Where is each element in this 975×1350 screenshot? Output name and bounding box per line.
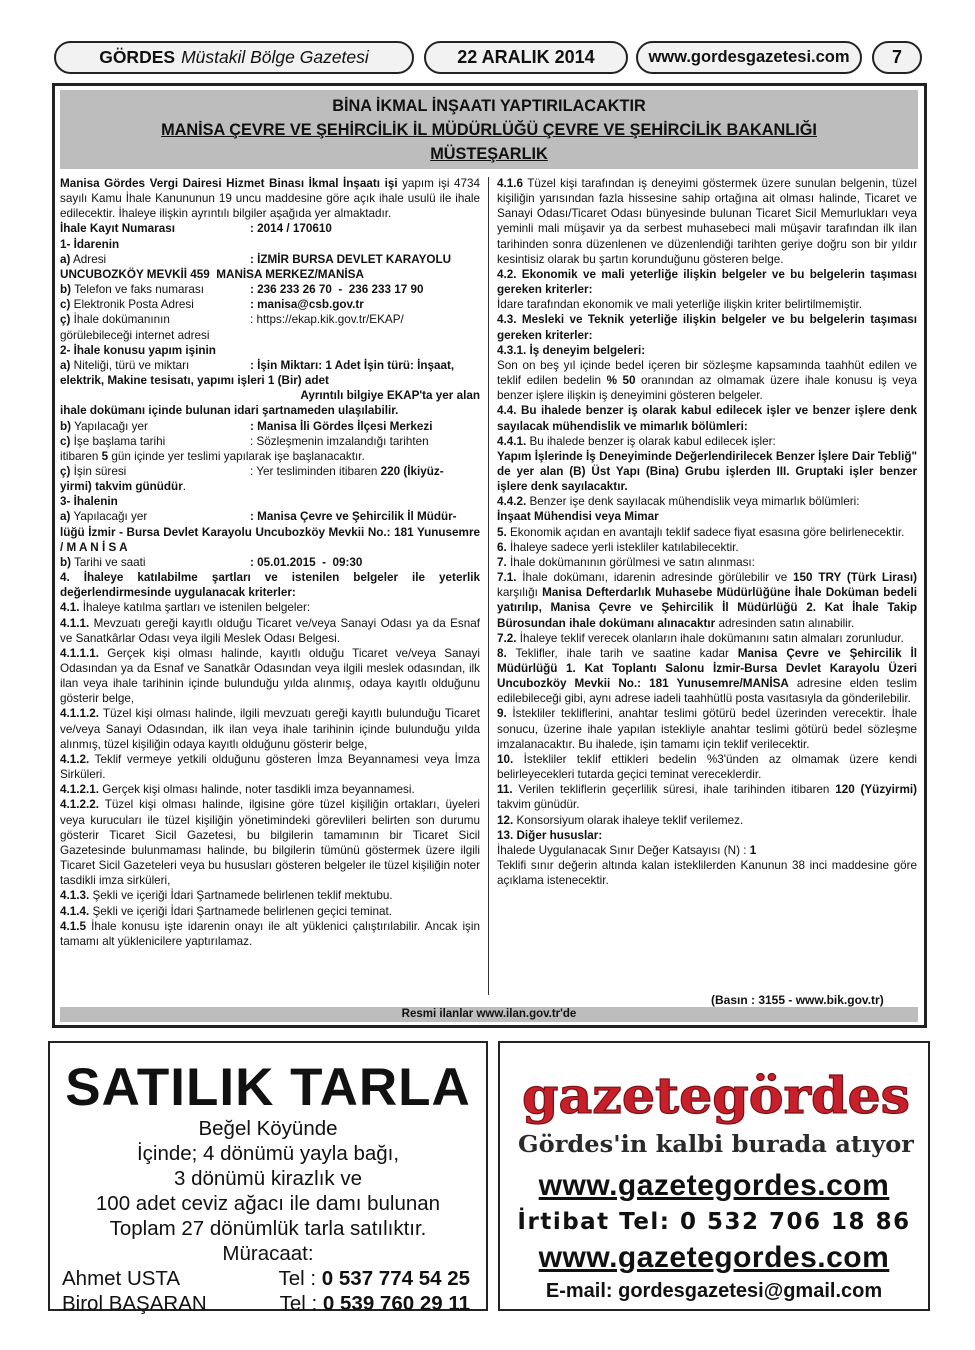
paper-subtitle: Müstakil Bölge Gazetesi [181, 47, 369, 67]
ad-title: SATILIK TARLA [65, 1058, 471, 1117]
notice-body-left: Manisa Gördes Vergi Dairesi Hizmet Binası İkmal İnşaatı işi yapım işi 4734 sayılı Kamu İhale Kanununun 19 uncu maddesine göre açık ihale usulü ile ihale edilecektir. İhaleye ilişkin ayrıntılı bilgiler aşağıda yer almaktadır. İhale Kayıt Numarası : 2014 / 170610 1- İdarenin a) Adresi : İZMİR BURSA DEVLET KARAYOLU UNCUBOZKÖY MEVKİİ 459 MANİSA MERKEZ/MANİSA b) Telefon ve faks numarası : 236 233 26 70 - 236 233 17 90 c) Elektronik Posta Adresi : manisa@csb.gov.tr ç) İhale dokümanının : https://ekap.kik.gov.tr/EKAP/ görülebileceği internet adresi 2- İhale konusu yapım işinin a) Niteliği, türü ve miktarı : İşin Miktarı: 1 Adet İşin türü: İnşaat, elektrik, Makine tesisatı, yapımı işleri 1 (Bir) adet Ayrıntılı bilgiye EKAP'ta yer alan ihale dokümanı içinde bulunan idari şartnameden ulaşılabilir. b) Yapılacağı yer : Manisa İli Gördes İlçesi Merkezi c) İşe başlama tarihi : Sözleşmenin imzalandığı tarihten itibaren 5 gün içinde yer teslimi yapılarak işe başlanacaktır. ç) İşin süresi : Yer tesliminden itibaren 220 (İkiyüz- yirmi) takvim günüdür. 3- İhalenin a) Yapılacağı yer : Manisa Çevre ve Şehircilik İl Müdür- lüğü İzmir - Bursa Devlet Karayolu Uncubozköy Mevkii No.: 181 Yunusemre / M A N İ S A b) Tarihi ve saati : 05.01.2015 - 09:30 4. İhaleye katılabilme şartları ve istenilen belgeler ile yeterlik değerlendirmesinde uygulanacak kriterler: 4.1. İhaleye katılma şartları ve istenilen belgeler: 4.1.1. Mevzuatı gereği kayıtlı olduğu Ticaret ve/veya Sanayi Odası ya da Esnaf ve Sanatkârlar Odası veya ilgili Meslek Odası Belgesi. 4.1.1.1. Gerçek kişi olması halinde, kayıtlı olduğu Ticaret ve/veya Sanayi Odasından ya da Esnaf ve Sanatkâr Odasından veya ilgili meslek odasından, ilk ilan veya ihale tarihinin içinde bulunduğu yılda alınmış, odaya kayıtlı olduğunu gösterir belge, 4.1.1.2. Tüzel kişi olması halinde, ilgili mevzuatı gereği kayıtlı bulunduğu Ticaret ve/veya Sanayi Odasından, ilk ilan veya ihale tarihinin içinde bulunduğu yılda alınmış, tüzel kişiliğin odaya kayıtlı olduğunu gösterir belge, 4.1.2. Teklif vermeye yetkili olduğunu gösteren İmza Beyannamesi veya İmza Sirküleri. 4.1.2.1. Gerçek kişi olması halinde, noter tasdikli imza beyannamesi. 4.1.2.2. Tüzel kişi olması halinde, ilgisine göre tüzel kişiliğin ortakları, üyeleri veya kurucuları ile tüzel kişiliğin yönetimindeki görevlileri belirten son durumu gösterir Ticaret Sicil Gazetesi, bu bilgilerin tamamının bir Ticaret Sicil Gazetesinde bulunmaması halinde, bu bilgilerin tümünü göstermek üzere ilgili Ticaret Sicil Gazeteleri veya bu hususları gösteren belgeler ile tüzel kişiliğin noter tasdikli imza sirküleri, 4.1.3. Şekli ve içeriği İdari Şartnamede belirlenen teklif mektubu. 4.1.4. Şekli ve içeriği İdari Şartnamede belirlenen geçici teminat. 4.1.5 İhale konusu işte idarenin onayı ile alt yüklenici çalıştırılabilir. Ancak işin tamamı alt yüklenicilere yaptırılamaz. [60, 177, 480, 948]
logo-wordmark: gazetegördes [522, 1066, 910, 1125]
promo-website-link[interactable]: www.gazetegordes.com [538, 1169, 890, 1202]
header-website-link[interactable]: www.gordesgazetesi.com [636, 41, 862, 74]
land-for-sale-ad [48, 1041, 488, 1315]
logo-slogan: Gördes'in kalbi burada atıyor [518, 1131, 914, 1158]
tel-label: Tel : [278, 1267, 317, 1290]
promo-phone: İrtibat Tel: 0 532 706 18 86 [517, 1209, 911, 1235]
notice-authority-sub: MÜSTEŞARLIK [430, 145, 548, 163]
contact-row [50, 1291, 486, 1316]
contact-name: Ahmet USTA [62, 1267, 181, 1290]
issue-date: 22 ARALIK 2014 [424, 41, 628, 74]
column-divider [488, 177, 489, 995]
notice-title: BİNA İKMAL İNŞAATI YAPTIRILACAKTIR [332, 97, 646, 115]
masthead-name [54, 41, 414, 74]
notice-authority: MANİSA ÇEVRE VE ŞEHİRCİLİK İL MÜDÜRLÜĞÜ ÇEVRE VE ŞEHİRCİLİK BAKANLIĞI [161, 121, 817, 139]
ad-line: 3 dönümü kirazlık ve [173, 1167, 362, 1190]
paper-name: GÖRDES [99, 47, 176, 67]
contact-row [50, 1266, 486, 1291]
page-number: 7 [872, 41, 922, 74]
promo-website-link-2[interactable]: www.gazetegordes.com [538, 1241, 890, 1274]
ad-line: Toplam 27 dönümlük tarla satılıktır. [109, 1217, 427, 1240]
ad-line: 100 adet ceviz ağacı ile damı bulunan [95, 1192, 441, 1215]
newspaper-promo-ad [498, 1041, 930, 1311]
tel-label: Tel : [279, 1292, 318, 1315]
ad-line: İçinde; 4 dönümü yayla bağı, [136, 1142, 400, 1165]
ad-line: Müracaat: [222, 1242, 314, 1265]
gazetegordes-logo [518, 1059, 914, 1161]
contact-phone: 0 539 760 29 11 [322, 1292, 470, 1315]
notice-body-right: 4.1.6 Tüzel kişi tarafından iş deneyimi göstermek üzere sunulan belgenin, tüzel kişiliğin yarısından fazla hissesine sahip ortağına ait olması halinde, Ticaret ve Sanayi Odası/Ticaret Odası bünyesinde bulunan Ticaret Sicil Memurlukları veya yeminli mali müşavir ya da serbest muhasebeci mali müşavir tarafından ilk ilan tarihinden sonra düzenlenen ve düzenlendiği tarihten geriye doğru son bir yıldır kesintisiz olarak bu şartın korunduğunu gösteren belge. 4.2. Ekonomik ve mali yeterliğe ilişkin belgeler ve bu belgelerin taşıması gereken kriterler: İdare tarafından ekonomik ve mali yeterliğe ilişkin kriter belirtilmemiştir. 4.3. Mesleki ve Teknik yeterliğe ilişkin belgeler ve bu belgelerin taşıması gereken kriterler: 4.3.1. İş deneyim belgeleri: Son on beş yıl içinde bedel içeren bir sözleşme kapsamında taahhüt edilen ve teklif edilen bedelin % 50 oranından az olmamak üzere ihale konusu iş veya benzer işlere ilişkin iş deneyimini gösteren belgeler. 4.4. Bu ihalede benzer iş olarak kabul edilecek işler ve benzer işlere denk sayılacak mühendislik ve mimarlık bölümleri: 4.4.1. Bu ihalede benzer iş olarak kabul edilecek işler: Yapım İşlerinde İş Deneyiminde Değerlendirilecek Benzer İşlere Dair Tebliğ" de yer alan (B) Üst Yapı (Bina) Grubu işlerden III. Gruptaki işler benzer işlere denk sayılacaktır. 4.4.2. Benzer işe denk sayılacak mühendislik veya mimarlık bölümleri: İnşaat Mühendisi veya Mimar 5. Ekonomik açıdan en avantajlı teklif sadece fiyat esasına göre belirlenecektir. 6. İhaleye sadece yerli istekliler katılabilecektir. 7. İhale dokümanının görülmesi ve satın alınması: 7.1. İhale dokümanı, idarenin adresinde görülebilir ve 150 TRY (Türk Lirası) karşılığı Manisa Defterdarlık Muhasebe Müdürlüğüne İhale Doküman bedeli yatırılıp, Manisa Çevre ve Şehircilik İl Müdürlüğü 2. Kat İhale Takip Bürosundan ihale dokümanı alınacaktır adresinden satın alınabilir. 7.2. İhaleye teklif verecek olanların ihale dokümanını satın almaları zorunludur. 8. Teklifler, ihale tarih ve saatine kadar Manisa Çevre ve Şehircilik İl Müdürlüğü 1. Kat Toplantı Salonu İzmir-Bursa Devlet Karayolu Üzeri Uncubozköy Mevkii No.: 181 Yunusemre/MANİSA adresine elden teslim edilebileceği gibi, aynı adrese iadeli taahhütlü posta vasıtasıyla da gönderilebilir. 9. İstekliler tekliflerini, anahtar teslimi götürü bedel üzerinden verecektir. İhale sonucu, üzerine ihale yapılan istekliyle anahtar teslimi götürü bedel sözleşme imzalanacaktır. Bu ihalede, işin tamamı için teklif verilecektir. 10. İstekliler teklif ettikleri bedelin %3'ünden az olmamak üzere kendi belirleyecekleri tutarda geçici teminat vereceklerdir. 11. Verilen tekliflerin geçerlilik süresi, ihale tarihinden itibaren 120 (Yüzyirmi) takvim günüdür. 12. Konsorsiyum olarak ihaleye teklif verilemez. 13. Diğer hususlar: İhalede Uygulanacak Sınır Değer Katsayısı (N) : 1 Teklifi sınır değerin altında kalan isteklilerden Kanunun 38 inci maddesine göre açıklama istenecektir. [497, 177, 917, 888]
ad-line: Beğel Köyünde [198, 1117, 338, 1140]
notice-title-banner [60, 90, 918, 169]
official-ads-footer: Resmi ilanlar www.ilan.gov.tr'de [60, 1007, 918, 1022]
publication-reference: (Basın : 3155 - www.bik.gov.tr) [711, 993, 884, 1007]
contact-phone: 0 537 774 54 25 [321, 1267, 470, 1290]
promo-email[interactable]: E-mail: gordesgazetesi@gmail.com [545, 1280, 883, 1302]
contact-name: Birol BAŞARAN [62, 1292, 207, 1315]
